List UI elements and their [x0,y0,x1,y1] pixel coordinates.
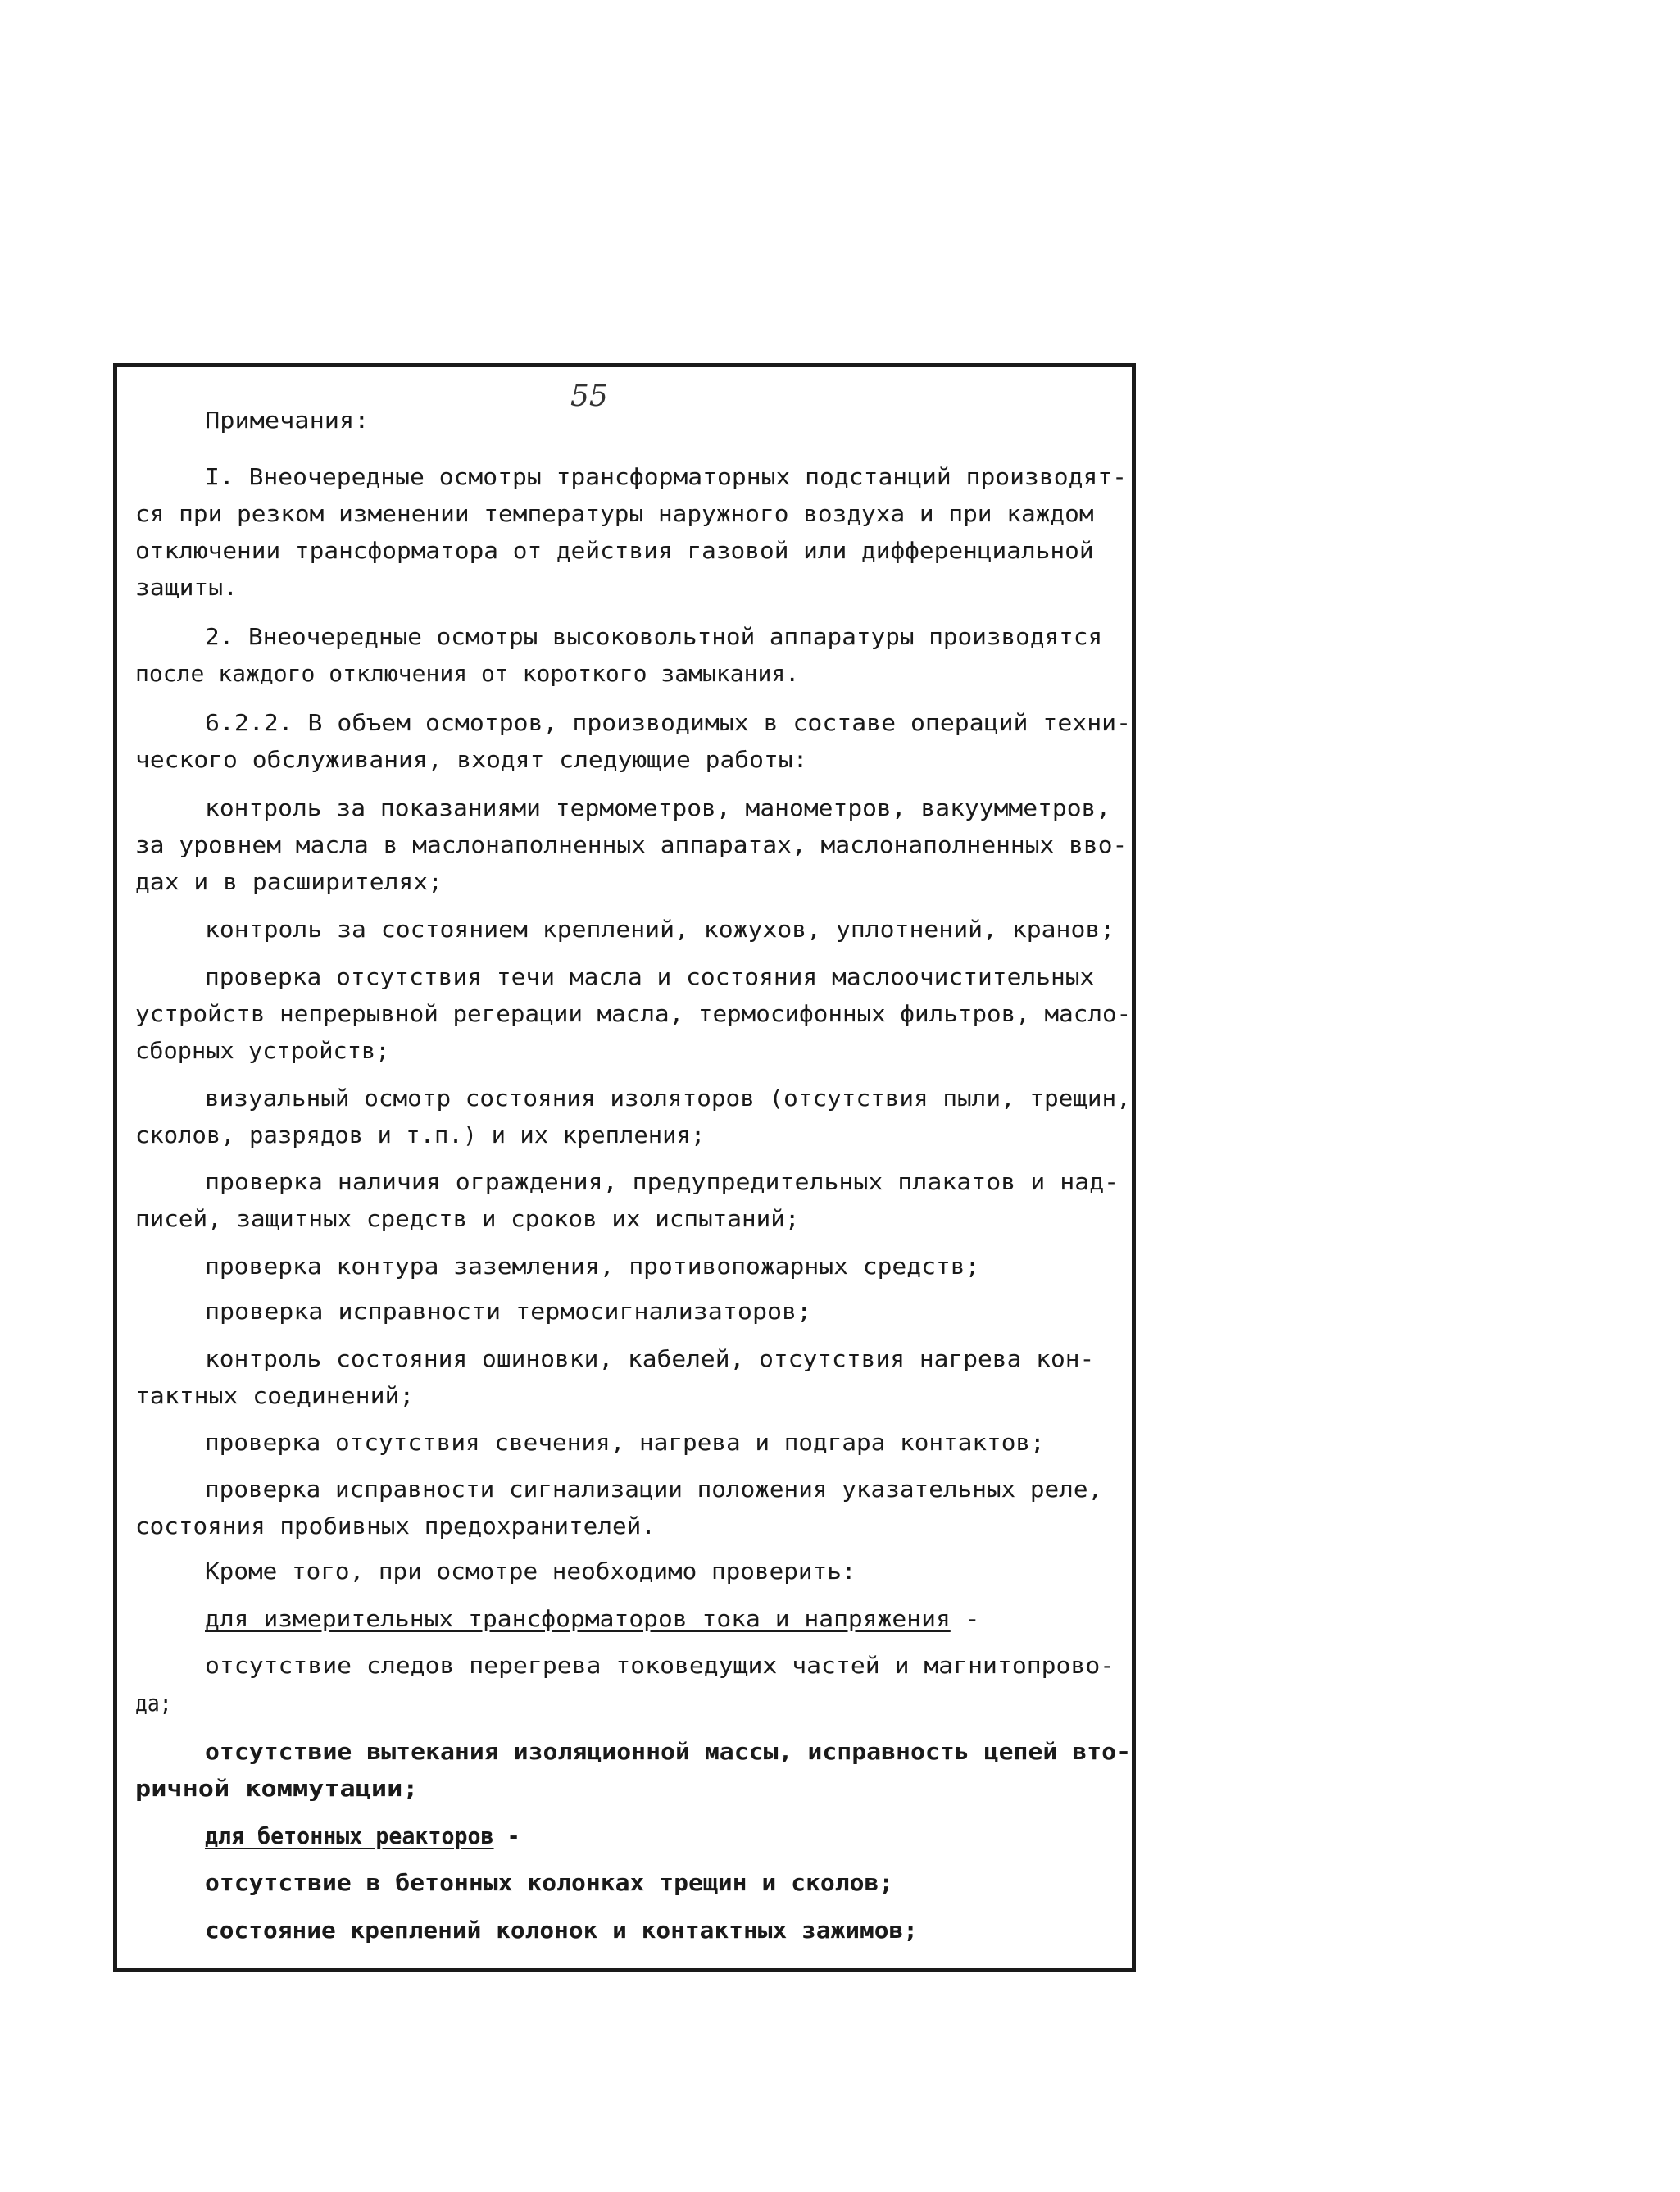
text-line: устройств непрерывной регерации масла, термосифонных фильтров, масло- [135,1000,1132,1027]
text-line: состояние креплений колонок и контактных зажимов; [205,1917,919,1944]
text-line: проверка контура заземления, противопожарных средств; [205,1253,980,1280]
text-line: проверка исправности сигнализации положения указательных реле, [205,1476,1103,1503]
text-line: отсутствие в бетонных колонках трещин и сколов; [205,1869,894,1896]
text-line: для измерительных трансформаторов тока и напряжения - [205,1605,980,1632]
text-line: ся при резком изменении температуры наружного воздуха и при каждом [135,500,1094,527]
text-line: после каждого отключения от короткого замыкания. [135,660,800,687]
text-line: отсутствие следов перегрева токоведущих частей и магнитопрово- [205,1652,1115,1679]
text-line: да; [135,1689,172,1717]
text-line: писей, защитных средств и сроков их испытаний; [135,1205,800,1232]
text-line: тактных соединений; [135,1382,415,1409]
text-line: контроль состояния ошиновки, кабелей, отсутствия нагрева кон- [205,1345,1095,1372]
text-line: 6.2.2. В объем осмотров, производимых в составе операций техни- [205,709,1132,736]
text-line: Примечания: [205,407,370,434]
text-line: сколов, разрядов и т.п.) и их крепления; [135,1121,706,1148]
text-line: проверка исправности термосигнализаторов; [205,1298,812,1325]
text-line: проверка отсутствия течи масла и состояния маслоочистительных [205,963,1095,990]
text-line: контроль за показаниями термометров, манометров, вакуумметров, [205,794,1111,821]
text-line: I. Внеочередные осмотры трансформаторных подстанций производят- [205,463,1128,490]
text-line: 2. Внеочередные осмотры высоковольтной аппаратуры производятся [205,623,1103,650]
text-line: проверка отсутствия свечения, нагрева и подгара контактов; [205,1429,1045,1456]
underlined-heading: для бетонных реакторов [205,1822,494,1849]
text-line: защиты. [135,574,238,601]
text-line: проверка наличия ограждения, предупредительных плакатов и над- [205,1168,1119,1195]
text-line: ческого обслуживания, входят следующие работы: [135,746,808,773]
text-line: за уровнем масла в маслонаполненных аппаратах, маслонаполненных вво- [135,831,1128,858]
underlined-heading: для измерительных трансформаторов тока и напряжения [205,1605,951,1632]
text-line: для бетонных реакторов - [205,1822,520,1849]
text-line: дах и в расширителях; [135,868,443,895]
text-line: ричной коммутации; [135,1775,419,1802]
text-line: отключении трансформатора от действия газовой или дифференциальной [135,537,1094,564]
page-number: 55 [570,380,608,413]
text-line: контроль за состоянием креплений, кожухов, уплотнений, кранов; [205,916,1115,943]
text-line: состояния пробивных предохранителей. [135,1512,656,1539]
text-line: отсутствие вытекания изоляционной массы, исправность цепей вто- [205,1738,1132,1765]
text-line: Кроме того, при осмотре необходимо проверить: [205,1558,856,1585]
text-line: визуальный осмотр состояния изоляторов (отсутствия пыли, трещин, [205,1085,1131,1112]
text-line: сборных устройств; [135,1037,390,1064]
